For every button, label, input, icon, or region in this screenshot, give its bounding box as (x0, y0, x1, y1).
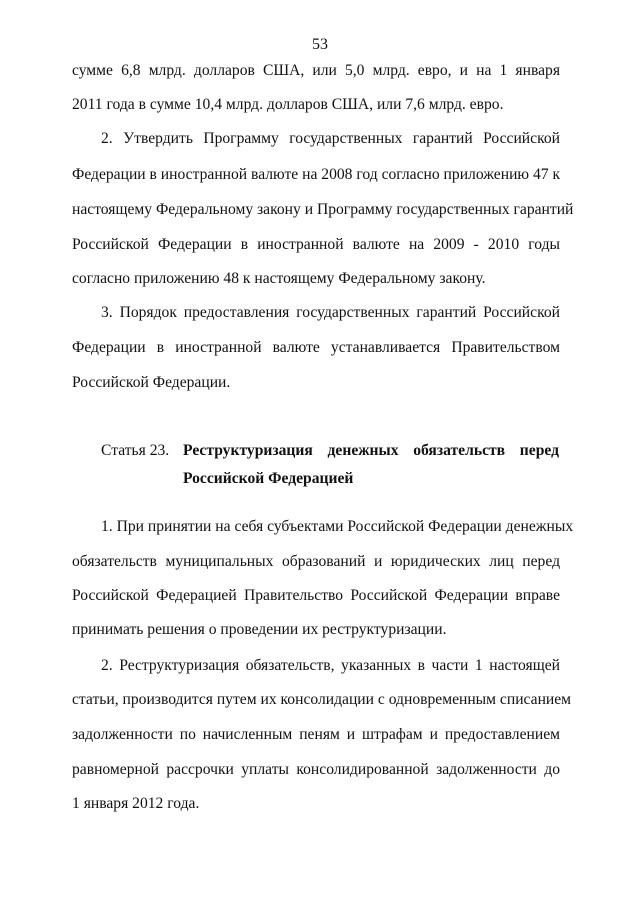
paragraph-line: сумме 6,8 млрд. долларов США, или 5,0 млрд. евро, и на 1 января (72, 62, 560, 79)
paragraph-line: Федерации в иностранной валюте на 2008 год согласно приложению 47 к (72, 166, 561, 183)
paragraph-line: согласно приложению 48 к настоящему Федеральному закону. (72, 270, 486, 287)
paragraph-line: 2011 года в сумме 10,4 млрд. долларов США, или 7,6 млрд. евро. (72, 96, 504, 113)
paragraph-line: 1. При принятии на себя субъектами Российской Федерации денежных (101, 518, 574, 535)
article-label: Статья 23. (101, 442, 170, 459)
paragraph-line: 1 января 2012 года. (72, 795, 200, 812)
paragraph-line: задолженности по начисленным пеням и штрафам и предоставлением (72, 726, 560, 743)
paragraph-line: принимать решения о проведении их реструктуризации. (72, 621, 447, 638)
paragraph-line: Российской Федерацией Правительство Российской Федерации вправе (72, 587, 560, 604)
paragraph-line: 3. Порядок предоставления государственных гарантий Российской (101, 304, 560, 321)
paragraph-line: обязательств муниципальных образований и юридических лиц перед (72, 553, 560, 570)
paragraph-line: настоящему Федеральному закону и Программу государственных гарантий (72, 201, 574, 218)
article-title-line: Российской Федерацией (183, 470, 354, 487)
paragraph-line: статьи, производится путем их консолидации с одновременным списанием (72, 691, 572, 708)
paragraph-line: равномерной рассрочки уплаты консолидированной задолженности до (72, 761, 560, 778)
paragraph-line: Федерации в иностранной валюте устанавливается Правительством (72, 339, 560, 356)
paragraph-line: Российской Федерации в иностранной валюте на 2009 - 2010 годы (72, 236, 560, 253)
page-number: 53 (312, 36, 328, 53)
paragraph-line: 2. Утвердить Программу государственных гарантий Российской (101, 130, 560, 147)
paragraph-line: Российской Федерации. (72, 374, 231, 391)
article-title-line: Реструктуризация денежных обязательств перед (183, 442, 559, 459)
paragraph-line: 2. Реструктуризация обязательств, указанных в части 1 настоящей (101, 657, 560, 674)
